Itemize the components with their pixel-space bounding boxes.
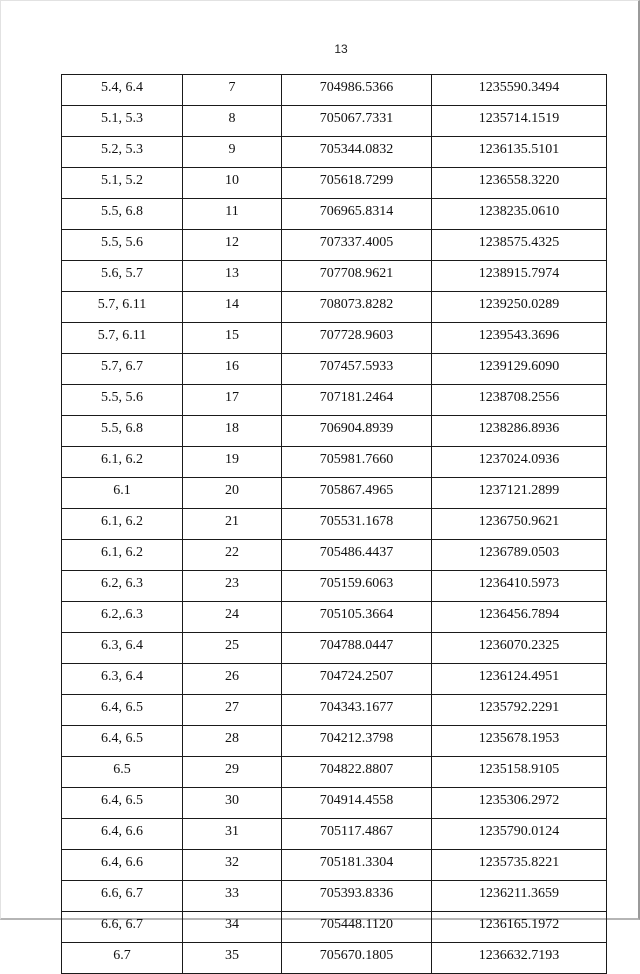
x-coordinate-cell: 704788.0447 <box>282 633 432 664</box>
y-coordinate-cell: 1235792.2291 <box>432 695 607 726</box>
point-number-cell: 33 <box>183 881 282 912</box>
y-coordinate-cell: 1238575.4325 <box>432 230 607 261</box>
boundary-cell: 5.7, 6.7 <box>62 354 183 385</box>
x-coordinate-cell: 705344.0832 <box>282 137 432 168</box>
y-coordinate-cell: 1235678.1953 <box>432 726 607 757</box>
table-row <box>62 106 607 137</box>
table-row <box>62 199 607 230</box>
point-number-cell: 14 <box>183 292 282 323</box>
table-row <box>62 664 607 695</box>
x-coordinate-cell: 706965.8314 <box>282 199 432 230</box>
y-coordinate-cell: 1239129.6090 <box>432 354 607 385</box>
coordinates-table-body <box>62 75 607 974</box>
table-row <box>62 881 607 912</box>
point-number-cell: 17 <box>183 385 282 416</box>
y-coordinate-cell: 1236456.7894 <box>432 602 607 633</box>
x-coordinate-cell: 707728.9603 <box>282 323 432 354</box>
point-number-cell: 16 <box>183 354 282 385</box>
boundary-cell: 6.6, 6.7 <box>62 912 183 943</box>
boundary-cell: 6.3, 6.4 <box>62 664 183 695</box>
x-coordinate-cell: 705159.6063 <box>282 571 432 602</box>
point-number-cell: 21 <box>183 509 282 540</box>
y-coordinate-cell: 1238235.0610 <box>432 199 607 230</box>
boundary-cell: 6.4, 6.5 <box>62 788 183 819</box>
boundary-cell: 5.5, 6.8 <box>62 416 183 447</box>
x-coordinate-cell: 707708.9621 <box>282 261 432 292</box>
y-coordinate-cell: 1236211.3659 <box>432 881 607 912</box>
coordinates-table <box>61 74 607 974</box>
point-number-cell: 29 <box>183 757 282 788</box>
x-coordinate-cell: 704986.5366 <box>282 75 432 106</box>
table-row <box>62 943 607 974</box>
point-number-cell: 26 <box>183 664 282 695</box>
x-coordinate-cell: 705618.7299 <box>282 168 432 199</box>
point-number-cell: 13 <box>183 261 282 292</box>
point-number-cell: 30 <box>183 788 282 819</box>
boundary-cell: 6.5 <box>62 757 183 788</box>
point-number-cell: 34 <box>183 912 282 943</box>
table-row <box>62 850 607 881</box>
point-number-cell: 19 <box>183 447 282 478</box>
y-coordinate-cell: 1236070.2325 <box>432 633 607 664</box>
table-row <box>62 75 607 106</box>
page-number: 13 <box>334 42 348 56</box>
table-row <box>62 447 607 478</box>
boundary-cell: 5.7, 6.11 <box>62 292 183 323</box>
y-coordinate-cell: 1236750.9621 <box>432 509 607 540</box>
table-row <box>62 354 607 385</box>
x-coordinate-cell: 704914.4558 <box>282 788 432 819</box>
table-row <box>62 571 607 602</box>
y-coordinate-cell: 1236558.3220 <box>432 168 607 199</box>
table-row <box>62 788 607 819</box>
boundary-cell: 6.1, 6.2 <box>62 540 183 571</box>
boundary-cell: 5.1, 5.2 <box>62 168 183 199</box>
y-coordinate-cell: 1235158.9105 <box>432 757 607 788</box>
y-coordinate-cell: 1237024.0936 <box>432 447 607 478</box>
point-number-cell: 9 <box>183 137 282 168</box>
point-number-cell: 24 <box>183 602 282 633</box>
point-number-cell: 22 <box>183 540 282 571</box>
table-row <box>62 633 607 664</box>
table-row <box>62 230 607 261</box>
y-coordinate-cell: 1236124.4951 <box>432 664 607 695</box>
y-coordinate-cell: 1236789.0503 <box>432 540 607 571</box>
y-coordinate-cell: 1235790.0124 <box>432 819 607 850</box>
table-row <box>62 602 607 633</box>
x-coordinate-cell: 705486.4437 <box>282 540 432 571</box>
table-row <box>62 695 607 726</box>
boundary-cell: 5.4, 6.4 <box>62 75 183 106</box>
point-number-cell: 15 <box>183 323 282 354</box>
y-coordinate-cell: 1239250.0289 <box>432 292 607 323</box>
boundary-cell: 6.4, 6.6 <box>62 850 183 881</box>
boundary-cell: 6.6, 6.7 <box>62 881 183 912</box>
x-coordinate-cell: 705981.7660 <box>282 447 432 478</box>
y-coordinate-cell: 1238915.7974 <box>432 261 607 292</box>
x-coordinate-cell: 705670.1805 <box>282 943 432 974</box>
boundary-cell: 6.1, 6.2 <box>62 509 183 540</box>
x-coordinate-cell: 705117.4867 <box>282 819 432 850</box>
x-coordinate-cell: 704212.3798 <box>282 726 432 757</box>
x-coordinate-cell: 705105.3664 <box>282 602 432 633</box>
point-number-cell: 18 <box>183 416 282 447</box>
y-coordinate-cell: 1237121.2899 <box>432 478 607 509</box>
y-coordinate-cell: 1236165.1972 <box>432 912 607 943</box>
table-row <box>62 292 607 323</box>
x-coordinate-cell: 707337.4005 <box>282 230 432 261</box>
table-row <box>62 478 607 509</box>
boundary-cell: 6.7 <box>62 943 183 974</box>
point-number-cell: 23 <box>183 571 282 602</box>
boundary-cell: 6.2,.6.3 <box>62 602 183 633</box>
x-coordinate-cell: 705067.7331 <box>282 106 432 137</box>
y-coordinate-cell: 1235735.8221 <box>432 850 607 881</box>
x-coordinate-cell: 705867.4965 <box>282 478 432 509</box>
table-row <box>62 912 607 943</box>
table-row <box>62 416 607 447</box>
y-coordinate-cell: 1235590.3494 <box>432 75 607 106</box>
x-coordinate-cell: 704822.8807 <box>282 757 432 788</box>
table-row <box>62 540 607 571</box>
x-coordinate-cell: 704343.1677 <box>282 695 432 726</box>
point-number-cell: 35 <box>183 943 282 974</box>
table-row <box>62 323 607 354</box>
point-number-cell: 12 <box>183 230 282 261</box>
point-number-cell: 8 <box>183 106 282 137</box>
x-coordinate-cell: 705448.1120 <box>282 912 432 943</box>
boundary-cell: 6.1 <box>62 478 183 509</box>
table-row <box>62 385 607 416</box>
y-coordinate-cell: 1236135.5101 <box>432 137 607 168</box>
point-number-cell: 10 <box>183 168 282 199</box>
table-row <box>62 168 607 199</box>
x-coordinate-cell: 707181.2464 <box>282 385 432 416</box>
boundary-cell: 5.1, 5.3 <box>62 106 183 137</box>
point-number-cell: 27 <box>183 695 282 726</box>
boundary-cell: 5.5, 5.6 <box>62 385 183 416</box>
y-coordinate-cell: 1235306.2972 <box>432 788 607 819</box>
y-coordinate-cell: 1235714.1519 <box>432 106 607 137</box>
boundary-cell: 5.2, 5.3 <box>62 137 183 168</box>
point-number-cell: 28 <box>183 726 282 757</box>
boundary-cell: 5.5, 5.6 <box>62 230 183 261</box>
point-number-cell: 11 <box>183 199 282 230</box>
table-row <box>62 726 607 757</box>
point-number-cell: 7 <box>183 75 282 106</box>
y-coordinate-cell: 1238286.8936 <box>432 416 607 447</box>
x-coordinate-cell: 707457.5933 <box>282 354 432 385</box>
table-row <box>62 509 607 540</box>
x-coordinate-cell: 706904.8939 <box>282 416 432 447</box>
boundary-cell: 5.5, 6.8 <box>62 199 183 230</box>
boundary-cell: 6.3, 6.4 <box>62 633 183 664</box>
x-coordinate-cell: 704724.2507 <box>282 664 432 695</box>
table-row <box>62 819 607 850</box>
y-coordinate-cell: 1236632.7193 <box>432 943 607 974</box>
point-number-cell: 31 <box>183 819 282 850</box>
point-number-cell: 25 <box>183 633 282 664</box>
boundary-cell: 6.4, 6.5 <box>62 695 183 726</box>
point-number-cell: 32 <box>183 850 282 881</box>
boundary-cell: 6.4, 6.6 <box>62 819 183 850</box>
boundary-cell: 6.4, 6.5 <box>62 726 183 757</box>
table-row <box>62 137 607 168</box>
x-coordinate-cell: 705181.3304 <box>282 850 432 881</box>
x-coordinate-cell: 705531.1678 <box>282 509 432 540</box>
boundary-cell: 5.7, 6.11 <box>62 323 183 354</box>
table-row <box>62 757 607 788</box>
y-coordinate-cell: 1236410.5973 <box>432 571 607 602</box>
boundary-cell: 6.1, 6.2 <box>62 447 183 478</box>
point-number-cell: 20 <box>183 478 282 509</box>
y-coordinate-cell: 1239543.3696 <box>432 323 607 354</box>
boundary-cell: 5.6, 5.7 <box>62 261 183 292</box>
x-coordinate-cell: 708073.8282 <box>282 292 432 323</box>
table-row <box>62 261 607 292</box>
x-coordinate-cell: 705393.8336 <box>282 881 432 912</box>
y-coordinate-cell: 1238708.2556 <box>432 385 607 416</box>
boundary-cell: 6.2, 6.3 <box>62 571 183 602</box>
